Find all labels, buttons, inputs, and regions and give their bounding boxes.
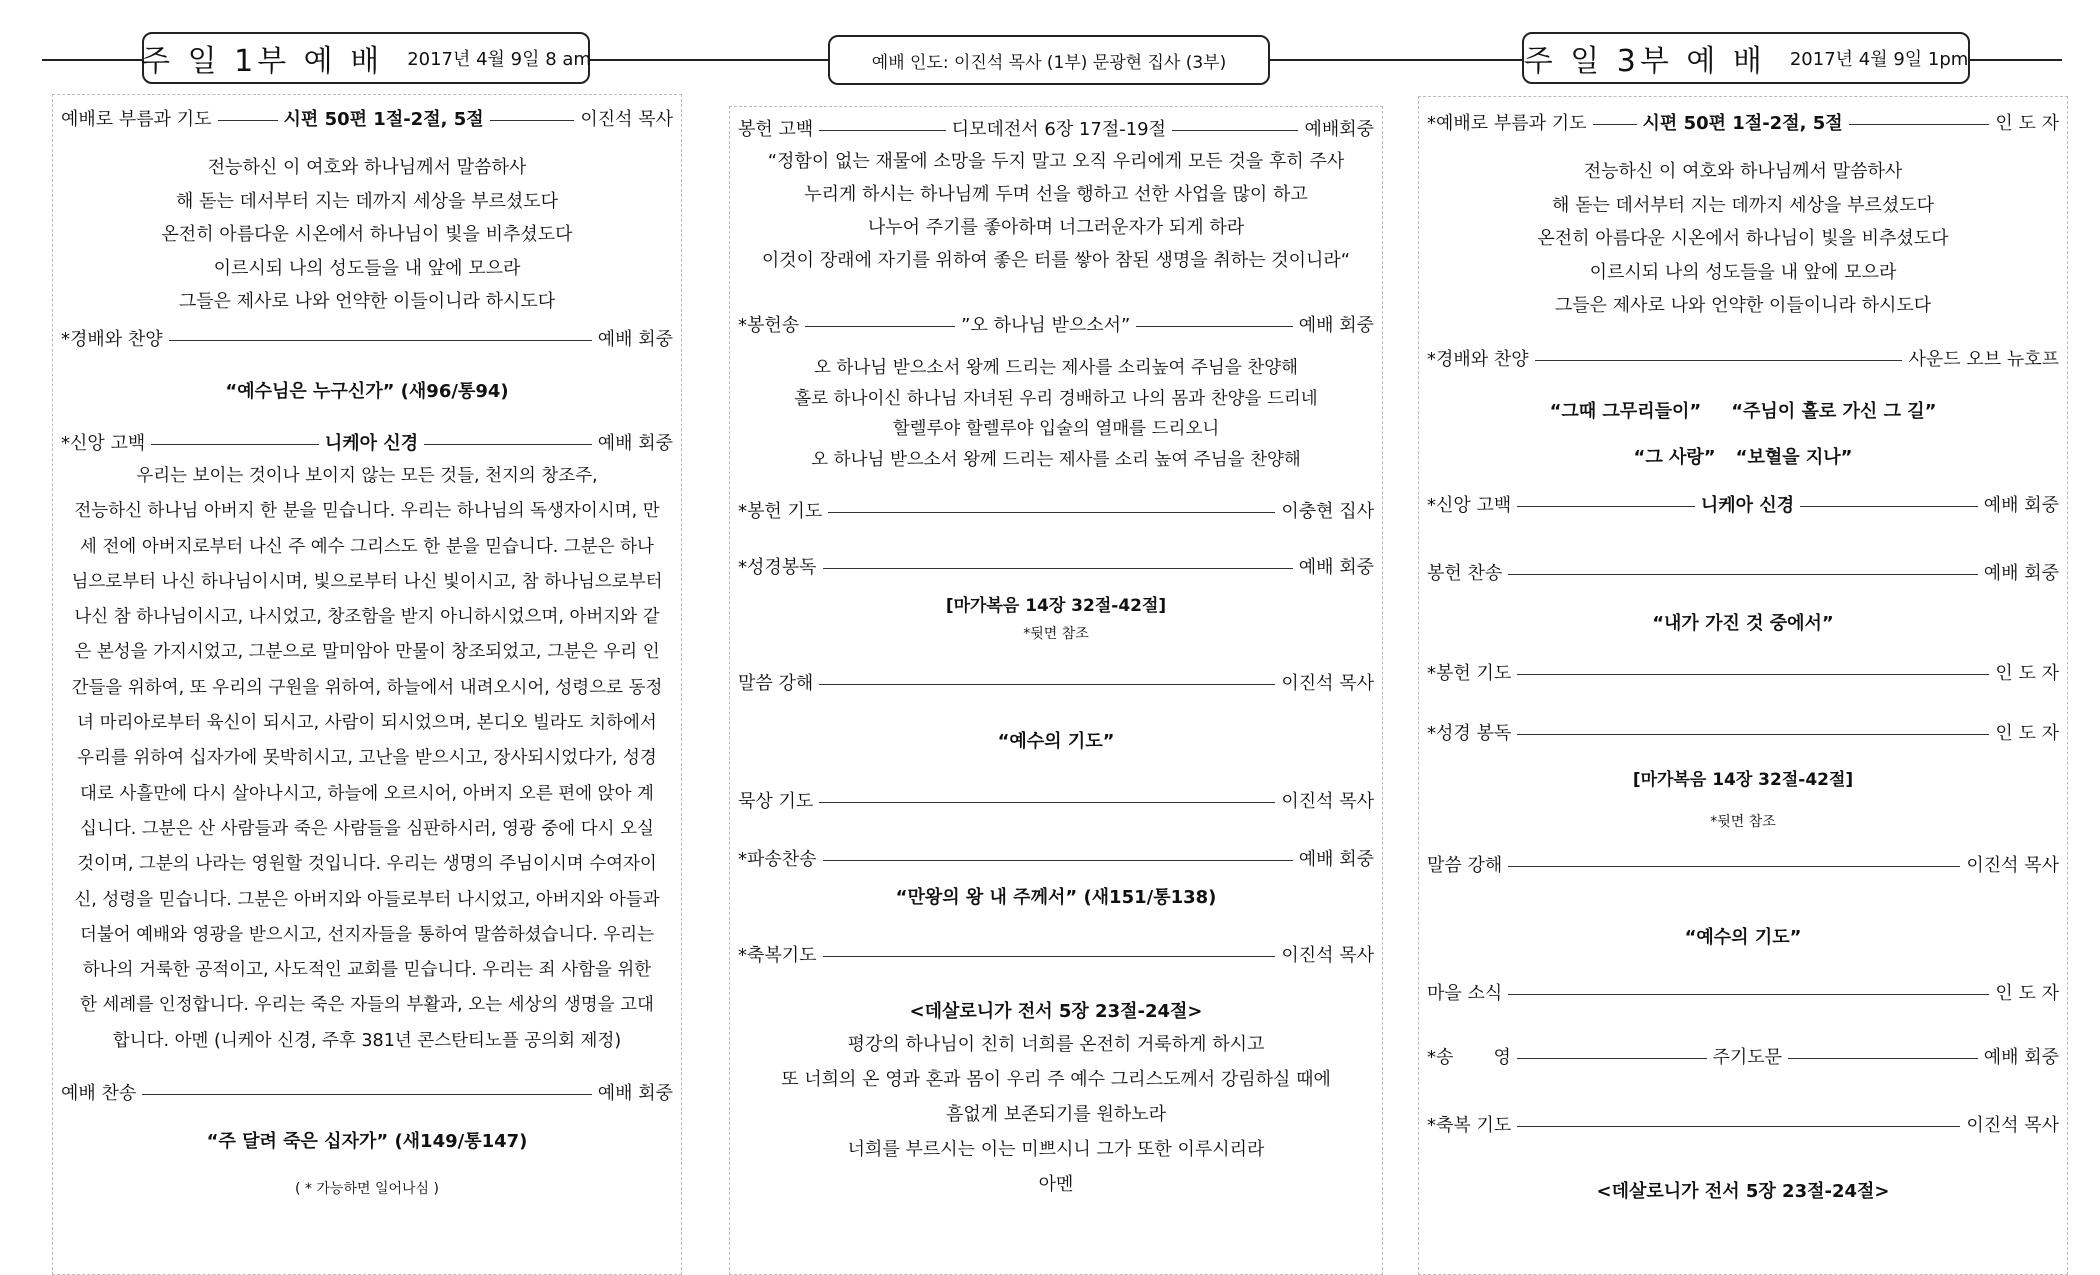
praise-song-2: “주님이 홀로 가신 그 길” <box>1731 401 1937 422</box>
prayer-label: *봉헌 기도 <box>1427 663 1512 684</box>
benediction-row <box>738 941 1374 967</box>
offering-confession-row <box>738 115 1374 141</box>
praise-songs-line1 <box>1427 397 2059 423</box>
service1-date: 2017년 4월 9일 8 am <box>407 49 591 70</box>
praise-song-1: “그때 그무리들이” <box>1549 401 1702 422</box>
call-to-worship-row <box>1427 109 2059 135</box>
send-leader: 예배 회중 <box>1298 849 1374 870</box>
creed-leader: 예배 회중 <box>597 433 673 454</box>
offer-leader: 예배회중 <box>1304 119 1374 140</box>
news-label: 마을 소식 <box>1427 983 1503 1004</box>
sermon-row <box>738 669 1374 695</box>
creed-row <box>1427 491 2059 517</box>
sermon-row <box>1427 851 2059 877</box>
reading-ref: [마가복음 14장 32절-42절] <box>945 596 1167 616</box>
creed-text: 우리는 보이는 것이나 보이지 않는 모든 것들, 천지의 창조주, 전능하신 하나님 아버지 한 분을 믿습니다. 우리는 하나님의 독생자이시며, 만 세 전에 아버지로부터 나신 주 예수 그리스도 한 분을 믿습니다. 그분은 하나 님으로부터 나신 하나님이시며, 빛으로부터 나신 빛이시고, 참 하나님으로부터 나신 참 하나님이시고, 나시었고, 창조함을 받지 아니하시었으며, 아버지와 같 은 본성을 가지시었고, 그분으로 말미암아 만물이 창조되었고, 그분은 우리 인 간들을 위하여, 또 우리의 구원을 위하여, 하늘에서 내려오시어, 성령으로 동정 녀 마리아로부터 육신이 되시고, 사람이 되시었으며, 본디오 빌라도 치하에서 우리를 위하여 십자가에 못박히시고, 고난을 받으시고, 장사되시었다가, 성경 대로 사흘만에 다시 살아나시고, 하늘에 오르시어, 아버지 오른 편에 앉아 계 십니다. 그분은 산 사람들과 죽은 사람들을 심판하시러, 영광 중에 다시 오실 것이며, 그분의 나라는 영원할 것입니다. 우리는 생명의 주님이시며 수여자이 신, 성령을 믿습니다. 그분은 아버지와 아들로부터 나시었고, 아버지와 아들과 더불어 예배와 영광을 받으시고, 선지자들을 통하여 말씀하셨습니다. 우리는 하나의 거룩한 공적이고, 사도적인 교회를 믿습니다. 우리는 죄 사함을 위한 한 세례를 인정합니다. 우리는 죽은 자들의 부활과, 오는 세상의 생명을 고대 합니다. 아멘 (니케아 신경, 주후 381년 콘스탄티노플 공의회 제정) <box>71 466 663 1051</box>
reading-note: *뒷면 참조 <box>1023 626 1089 642</box>
hymn-leader: 예배 회중 <box>597 1083 673 1104</box>
call-passage: 전능하신 이 여호와 하나님께서 말씀하사 해 돋는 데서부터 지는 데까지 세상을 부르셨도다 온전히 아름다운 시온에서 하나님이 빛을 비추셨도다 이르시되 나의 성도들을 내 앞에 모으라 그들은 제사로 나와 언약한 이들이니라 하시도다 <box>161 157 573 312</box>
reading-label: *성경 봉독 <box>1427 723 1512 744</box>
call-leader: 이진석 목사 <box>580 109 673 130</box>
praise-song-4: “보혈을 지나” <box>1735 447 1853 468</box>
offertory-song-row <box>738 311 1374 337</box>
prayer-leader: 이충현 집사 <box>1281 501 1374 522</box>
song-lyrics: 오 하나님 받으소서 왕께 드리는 제사를 소리높여 주님을 찬양해 홀로 하나이신 하나님 자녀된 우리 경배하고 나의 몸과 찬양을 드리네 할렐루야 할렐루야 입술의 열매를 드리오니 오 하나님 받으소서 왕께 드리는 제사를 소리 높여 주님을 찬양해 <box>794 358 1318 470</box>
benediction-row <box>1427 1111 2059 1137</box>
header-rule-left <box>42 59 142 61</box>
sermon-title: “예수의 기도” <box>997 731 1115 752</box>
bless-leader: 이진석 목사 <box>1281 945 1374 966</box>
doxology-leader: 예배 회중 <box>1983 1047 2060 1068</box>
scripture-reading-row <box>1427 719 2059 745</box>
silent-label: 묵상 기도 <box>738 791 814 812</box>
service3-header <box>1522 32 1970 84</box>
bless-ref: <데살로니가 전서 5장 23절-24절> <box>909 1001 1203 1022</box>
sermon-label: 말씀 강해 <box>738 673 814 694</box>
reading-note: *뒷면 참조 <box>1710 814 1776 830</box>
song-leader: 예배 회중 <box>1298 315 1374 336</box>
service1-header <box>142 32 590 84</box>
service3-date: 2017년 4월 9일 1pm <box>1789 49 1969 70</box>
leader-header <box>828 35 1270 85</box>
creed-title: 니케아 신경 <box>1700 495 1795 516</box>
leader-info: 예배 인도: 이진석 목사 (1부) 문광현 집사 (3부) <box>871 52 1227 73</box>
offering-prayer-row <box>1427 659 2059 685</box>
doxology-title: 주기도문 <box>1712 1047 1783 1068</box>
offer-song: “내가 가진 것 중에서” <box>1652 613 1834 634</box>
hymn-row <box>61 1079 673 1105</box>
header-rule-mid-right <box>1268 59 1524 61</box>
offer-leader: 예배 회중 <box>1983 563 2059 584</box>
praise-row <box>61 325 673 351</box>
doxology-row <box>1427 1043 2059 1069</box>
hymn-label: 예배 찬송 <box>61 1083 137 1104</box>
reading-leader: 인 도 자 <box>1995 723 2059 744</box>
send-label: *파송찬송 <box>738 849 817 870</box>
praise-label: *경배와 찬양 <box>1427 349 1529 370</box>
bless-ref: <데살로니가 전서 5장 23절-24절> <box>1596 1181 1890 1202</box>
call-label: *예배로 부름과 기도 <box>1427 113 1587 134</box>
silent-prayer-row <box>738 787 1374 813</box>
sermon-label: 말씀 강해 <box>1427 855 1503 876</box>
offer-ref: 디모데전서 6장 17절-19절 <box>951 119 1167 140</box>
header-rule-right <box>1968 59 2062 61</box>
sending-hymn-row <box>738 845 1374 871</box>
news-leader: 인 도 자 <box>1995 983 2059 1004</box>
sermon-title: “예수의 기도” <box>1684 927 1802 948</box>
send-song: “만왕의 왕 내 주께서” (새151/통138) <box>895 887 1217 908</box>
call-to-worship-row <box>61 105 673 131</box>
call-label: 예배로 부름과 기도 <box>61 109 212 130</box>
praise-song-3: “그 사랑” <box>1633 447 1716 468</box>
call-leader: 인 도 자 <box>1995 113 2059 134</box>
service1-column <box>52 94 682 1275</box>
announcements-row <box>1427 979 2059 1005</box>
bless-passage: 평강의 하나님이 친히 너희를 온전히 거룩하게 하시고 또 너희의 온 영과 혼과 몸이 우리 주 예수 그리스도께서 강림하실 때에 흠없게 보존되기를 원하노라 너희를 부르시는 이는 미쁘시니 그가 또한 이루시리라 아멘 <box>781 1034 1331 1195</box>
reading-label: *성경봉독 <box>738 557 817 578</box>
prayer-leader: 인 도 자 <box>1995 663 2059 684</box>
praise-song: “예수님은 누구신가” (새96/통94) <box>225 381 509 402</box>
offering-prayer-row <box>738 497 1374 523</box>
service3-title: 주 일 3부 예 배 <box>1523 44 1766 79</box>
silent-leader: 이진석 목사 <box>1281 791 1374 812</box>
scripture-reading-row <box>738 553 1374 579</box>
reading-leader: 예배 회중 <box>1298 557 1374 578</box>
creed-label: *신앙 고백 <box>1427 495 1512 516</box>
call-passage: 전능하신 이 여호와 하나님께서 말씀하사 해 돋는 데서부터 지는 데까지 세상을 부르셨도다 온전히 아름다운 시온에서 하나님이 빛을 비추셨도다 이르시되 나의 성도들을 내 앞에 모으라 그들은 제사로 나와 언약한 이들이니라 하시도다 <box>1537 161 1949 316</box>
creed-leader: 예배 회중 <box>1983 495 2059 516</box>
offering-hymn-row <box>1427 559 2059 585</box>
sermon-leader: 이진석 목사 <box>1966 855 2059 876</box>
bless-leader: 이진석 목사 <box>1966 1115 2059 1136</box>
hymn-song: “주 달려 죽은 십자가” (새149/통147) <box>206 1131 528 1152</box>
praise-songs-line2 <box>1427 443 2059 469</box>
praise-label: *경배와 찬양 <box>61 329 163 350</box>
doxology-label: *송 영 <box>1427 1047 1511 1068</box>
offer-label: 봉헌 고백 <box>738 119 814 140</box>
song-label: *봉헌송 <box>738 315 800 336</box>
offering-column <box>729 106 1383 1275</box>
standing-note: ( * 가능하면 일어나심 ) <box>295 1181 439 1197</box>
praise-leader: 예배 회중 <box>597 329 673 350</box>
bless-label: *축복기도 <box>738 945 817 966</box>
call-scripture: 시편 50편 1절-2절, 5절 <box>283 109 484 130</box>
creed-row <box>61 429 673 455</box>
service1-title: 주 일 1부 예 배 <box>141 44 384 79</box>
offer-label: 봉헌 찬송 <box>1427 563 1503 584</box>
song-title: ”오 하나님 받으소서” <box>961 315 1131 336</box>
sermon-leader: 이진석 목사 <box>1281 673 1374 694</box>
offer-passage: “정함이 없는 재물에 소망을 두지 말고 오직 우리에게 모든 것을 후히 주사 누리게 하시는 하나님께 두며 선을 행하고 선한 사업을 많이 하고 나누어 주기를 좋아하며 너그러운자가 되게 하라 이것이 장래에 자기를 위하여 좋은 터를 쌓아 참된 생명을 취하는 것이니라“ <box>761 151 1351 271</box>
reading-ref: [마가복음 14장 32절-42절] <box>1632 770 1854 790</box>
bless-label: *축복 기도 <box>1427 1115 1512 1136</box>
praise-row <box>1427 345 2059 371</box>
prayer-label: *봉헌 기도 <box>738 501 823 522</box>
creed-title: 니케아 신경 <box>324 433 419 454</box>
creed-label: *신앙 고백 <box>61 433 146 454</box>
praise-leader: 사운드 오브 뉴호프 <box>1908 349 2059 370</box>
service3-column <box>1418 96 2068 1275</box>
header-rule-mid-left <box>588 59 830 61</box>
call-scripture: 시편 50편 1절-2절, 5절 <box>1642 113 1843 134</box>
